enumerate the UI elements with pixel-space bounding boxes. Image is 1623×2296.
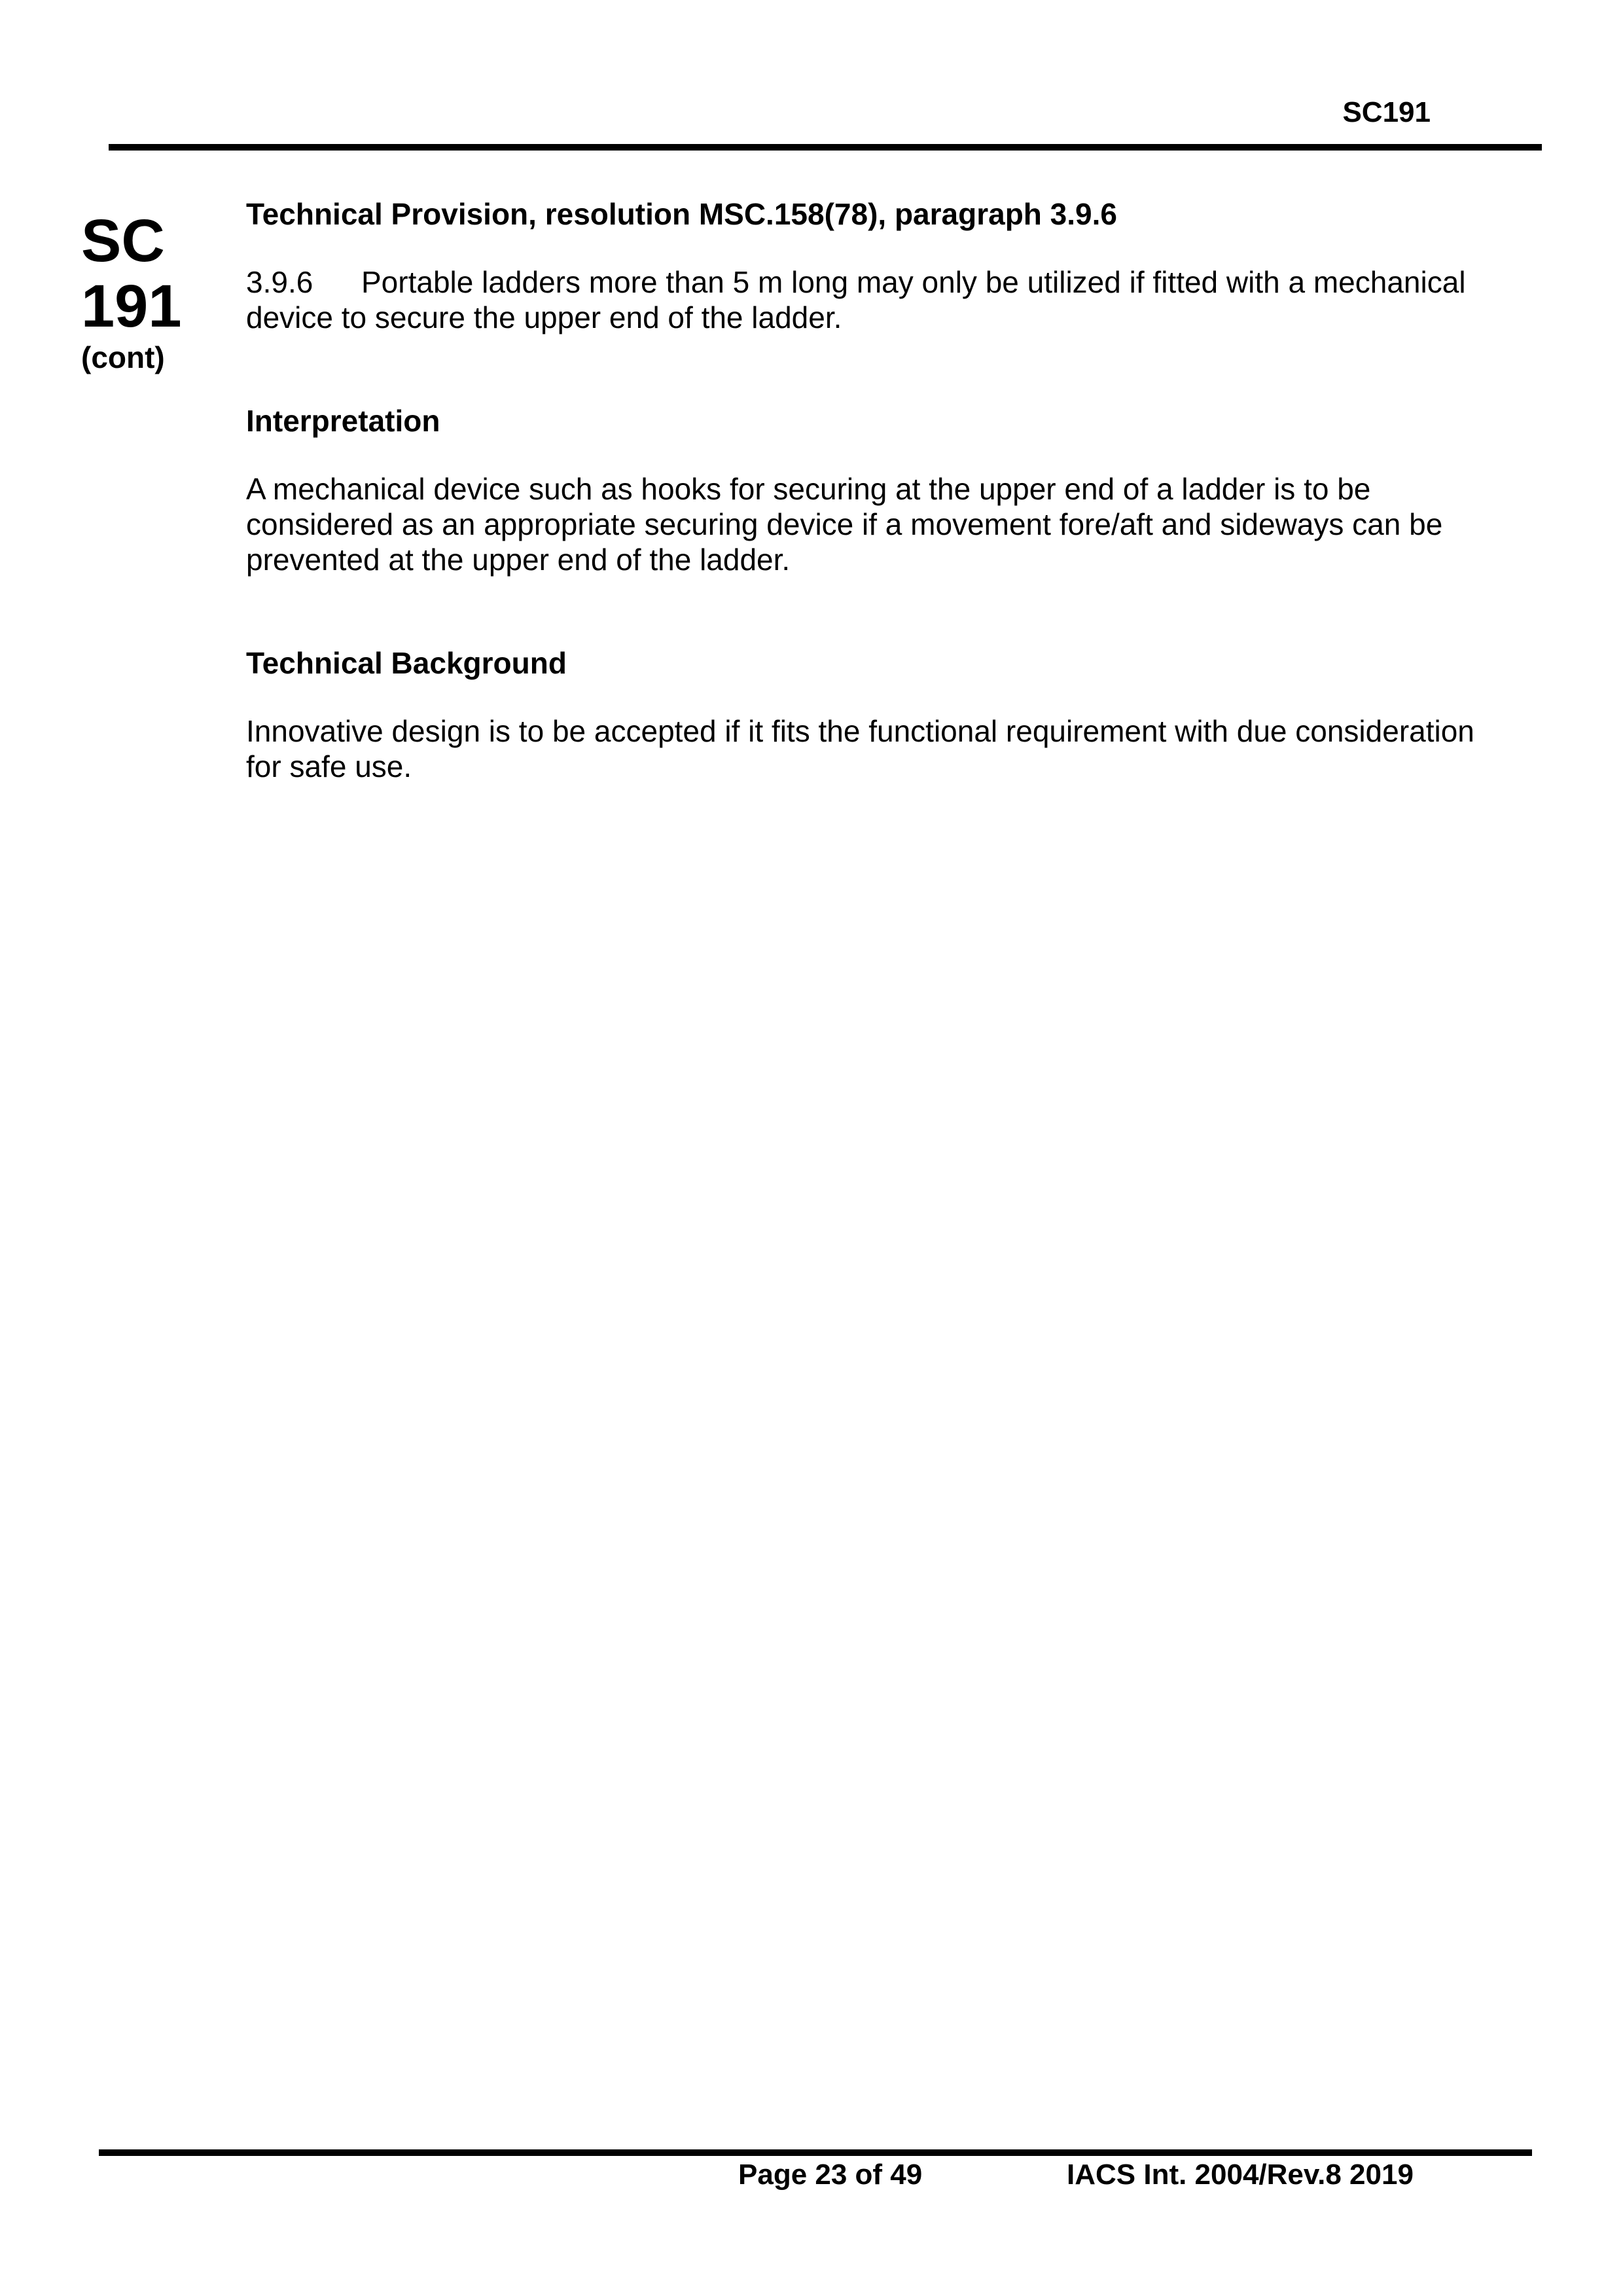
interpretation-heading: Interpretation bbox=[246, 404, 440, 438]
margin-section-code bbox=[81, 208, 182, 376]
interpretation-line1: A mechanical device such as hooks for securing at the upper end of a ladder is to be bbox=[246, 472, 1371, 506]
background-line2: for safe use. bbox=[246, 749, 412, 783]
background-line1: Innovative design is to be accepted if it fits the functional requirement with due consideration bbox=[246, 714, 1474, 748]
margin-code-number: 191 bbox=[81, 273, 182, 340]
footer-document-reference: IACS Int. 2004/Rev.8 2019 bbox=[1067, 2159, 1414, 2191]
background-heading: Technical Background bbox=[246, 646, 567, 680]
footer-rule bbox=[99, 2149, 1532, 2156]
provision-text-line1: Portable ladders more than 5 m long may only be utilized if fitted with a mechanical bbox=[361, 265, 1466, 299]
margin-code-prefix: SC bbox=[81, 207, 165, 274]
header-document-code: SC191 bbox=[1342, 96, 1431, 128]
header-rule bbox=[109, 144, 1542, 151]
interpretation-line2: considered as an appropriate securing device if a movement fore/aft and sideways can be bbox=[246, 507, 1443, 541]
background-paragraph bbox=[246, 713, 1489, 784]
provision-heading: Technical Provision, resolution MSC.158(78), paragraph 3.9.6 bbox=[246, 197, 1117, 231]
interpretation-paragraph bbox=[246, 471, 1489, 577]
provision-paragraph bbox=[246, 264, 1489, 335]
margin-code-continued: (cont) bbox=[81, 340, 165, 374]
interpretation-line3: prevented at the upper end of the ladder. bbox=[246, 543, 791, 577]
provision-paragraph-number: 3.9.6 bbox=[246, 265, 313, 299]
provision-text-line2: device to secure the upper end of the ladder. bbox=[246, 300, 842, 334]
footer-page-number: Page 23 of 49 bbox=[738, 2159, 923, 2191]
